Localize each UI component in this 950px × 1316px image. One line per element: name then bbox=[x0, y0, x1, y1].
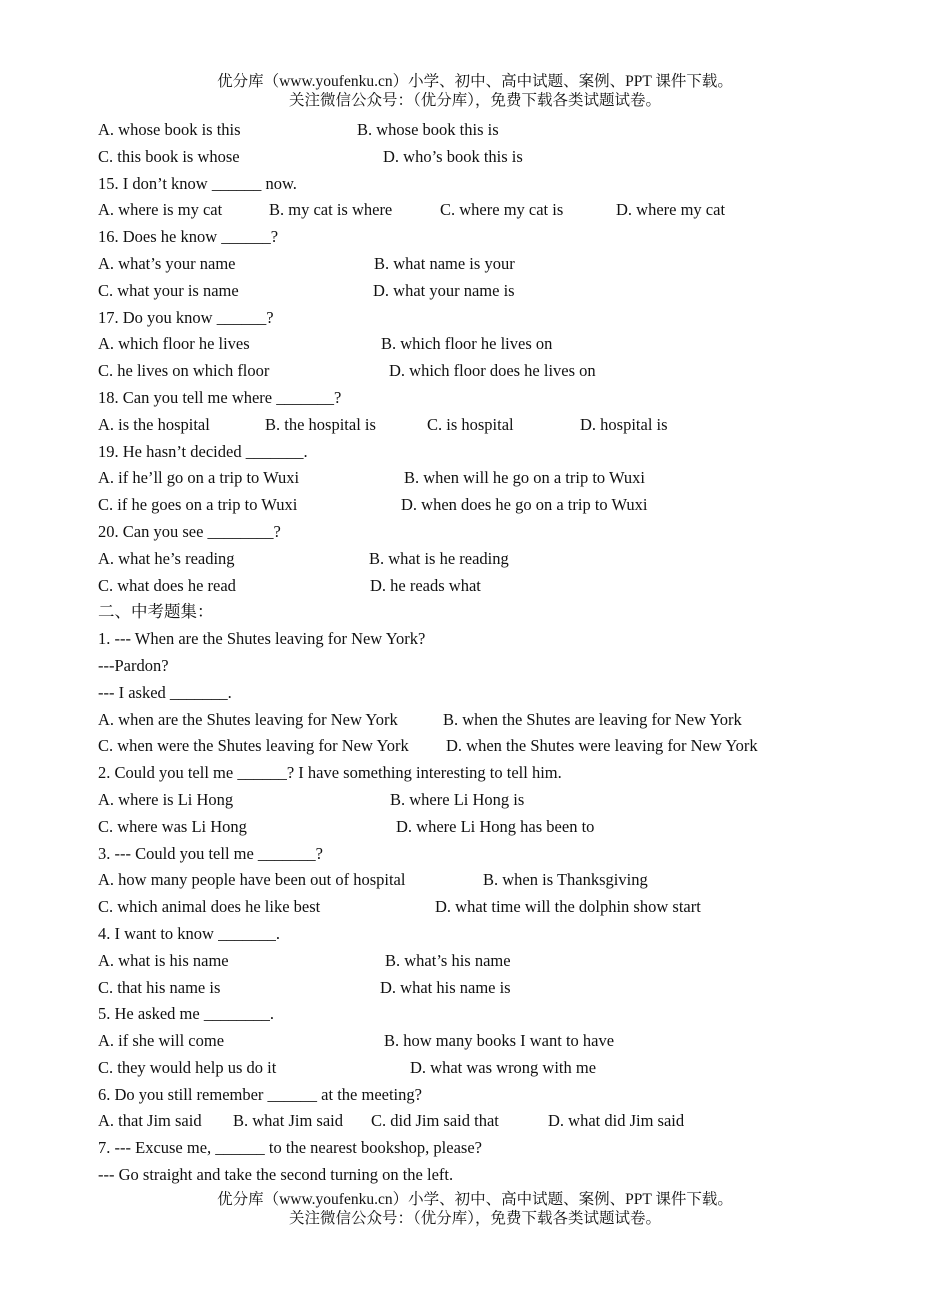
answer-option: C. is hospital bbox=[427, 414, 514, 434]
question-text: 15. I don’t know ______ now. bbox=[98, 173, 297, 193]
text-line bbox=[98, 1082, 938, 1109]
header-line-1: 优分库（www.youfenku.cn）小学、初中、高中试题、案例、PPT 课件下载。 bbox=[217, 73, 733, 90]
question-text: --- I asked _______. bbox=[98, 682, 232, 702]
text-line bbox=[98, 305, 938, 332]
answer-option: C. he lives on which floor bbox=[98, 361, 270, 381]
answer-option: B. the hospital is bbox=[265, 414, 376, 434]
text-line bbox=[98, 224, 938, 251]
answer-option: A. if she will come bbox=[98, 1031, 225, 1051]
answer-option: A. what’s your name bbox=[98, 253, 236, 273]
document-body bbox=[98, 117, 938, 1189]
answer-option: A. which floor he lives bbox=[98, 334, 250, 354]
question-text: 18. Can you tell me where _______? bbox=[98, 387, 342, 407]
answer-option: B. when is Thanksgiving bbox=[483, 870, 648, 890]
answer-option: A. how many people have been out of hospital bbox=[98, 870, 406, 890]
answer-option: B. when the Shutes are leaving for New York bbox=[443, 709, 742, 729]
question-text: ---Pardon? bbox=[98, 655, 169, 675]
answer-option: D. he reads what bbox=[370, 575, 481, 595]
answer-option: D. what time will the dolphin show start bbox=[435, 897, 701, 917]
text-line bbox=[98, 519, 938, 546]
answer-option: C. when were the Shutes leaving for New York bbox=[98, 736, 409, 756]
answer-option: D. what his name is bbox=[380, 977, 511, 997]
page-footer bbox=[0, 1190, 950, 1228]
options-line bbox=[98, 197, 938, 224]
options-line bbox=[98, 1055, 938, 1082]
options-line bbox=[98, 492, 938, 519]
text-line bbox=[98, 1001, 938, 1028]
options-line bbox=[98, 144, 938, 171]
answer-option: D. which floor does he lives on bbox=[389, 361, 596, 381]
answer-option: D. what your name is bbox=[373, 280, 515, 300]
options-line bbox=[98, 733, 938, 760]
options-line bbox=[98, 948, 938, 975]
text-line bbox=[98, 760, 938, 787]
question-text: 19. He hasn’t decided _______. bbox=[98, 441, 308, 461]
answer-option: D. what did Jim said bbox=[548, 1111, 685, 1131]
text-line bbox=[98, 680, 938, 707]
answer-option: C. what does he read bbox=[98, 575, 236, 595]
answer-option: A. if he’ll go on a trip to Wuxi bbox=[98, 468, 300, 488]
question-text: 20. Can you see ________? bbox=[98, 521, 281, 541]
text-line bbox=[98, 1162, 938, 1189]
question-text: 2. Could you tell me ______? I have something interesting to tell him. bbox=[98, 763, 562, 783]
answer-option: C. they would help us do it bbox=[98, 1057, 277, 1077]
options-line bbox=[98, 278, 938, 305]
text-line bbox=[98, 626, 938, 653]
answer-option: C. which animal does he like best bbox=[98, 897, 321, 917]
options-line bbox=[98, 1028, 938, 1055]
answer-option: A. whose book is this bbox=[98, 120, 241, 139]
options-line bbox=[98, 117, 938, 144]
question-text: 17. Do you know ______? bbox=[98, 307, 274, 327]
answer-option: C. did Jim said that bbox=[371, 1111, 499, 1131]
answer-option: B. what name is your bbox=[374, 253, 515, 273]
answer-option: C. this book is whose bbox=[98, 146, 240, 166]
answer-option: D. hospital is bbox=[580, 414, 668, 434]
footer-line-1: 优分库（www.youfenku.cn）小学、初中、高中试题、案例、PPT 课件下载。 bbox=[217, 1191, 733, 1208]
answer-option: B. how many books I want to have bbox=[384, 1031, 615, 1051]
answer-option: D. who’s book this is bbox=[383, 146, 523, 166]
answer-option: B. my cat is where bbox=[269, 200, 393, 220]
answer-option: D. where Li Hong has been to bbox=[396, 816, 595, 836]
options-line bbox=[98, 1108, 938, 1135]
answer-option: B. what’s his name bbox=[385, 950, 511, 970]
answer-option: C. that his name is bbox=[98, 977, 221, 997]
question-text: 16. Does he know ______? bbox=[98, 227, 279, 247]
answer-option: D. what was wrong with me bbox=[410, 1057, 597, 1077]
options-line bbox=[98, 358, 938, 385]
question-text: 5. He asked me ________. bbox=[98, 1004, 274, 1024]
question-text: 3. --- Could you tell me _______? bbox=[98, 843, 324, 863]
text-line bbox=[98, 1135, 938, 1162]
options-line bbox=[98, 707, 938, 734]
text-line bbox=[98, 653, 938, 680]
text-line bbox=[98, 841, 938, 868]
answer-option: C. what your is name bbox=[98, 280, 239, 300]
answer-option: A. what he’s reading bbox=[98, 548, 235, 568]
options-line bbox=[98, 787, 938, 814]
text-line bbox=[98, 921, 938, 948]
options-line bbox=[98, 331, 938, 358]
answer-option: A. is the hospital bbox=[98, 414, 210, 434]
question-text: 4. I want to know _______. bbox=[98, 923, 280, 943]
answer-option: A. that Jim said bbox=[98, 1111, 202, 1131]
header-line-2: 关注微信公众号：（优分库），免费下载各类试题试卷。 bbox=[288, 92, 661, 109]
text-line bbox=[98, 599, 938, 626]
options-line bbox=[98, 894, 938, 921]
answer-option: C. where was Li Hong bbox=[98, 816, 247, 836]
footer-line-2: 关注微信公众号：（优分库），免费下载各类试题试卷。 bbox=[288, 1210, 661, 1227]
answer-option: D. when the Shutes were leaving for New York bbox=[446, 736, 758, 756]
text-line bbox=[98, 171, 938, 198]
answer-option: A. what is his name bbox=[98, 950, 229, 970]
question-text: 7. --- Excuse me, ______ to the nearest bookshop, please? bbox=[98, 1138, 482, 1158]
options-line bbox=[98, 975, 938, 1002]
answer-option: D. where my cat bbox=[616, 200, 726, 220]
question-text: 6. Do you still remember ______ at the meeting? bbox=[98, 1084, 422, 1104]
text-line bbox=[98, 385, 938, 412]
answer-option: B. which floor he lives on bbox=[381, 334, 553, 354]
text-line bbox=[98, 439, 938, 466]
answer-option: A. where is Li Hong bbox=[98, 789, 234, 809]
options-line bbox=[98, 573, 938, 600]
options-line bbox=[98, 251, 938, 278]
answer-option: B. what Jim said bbox=[233, 1111, 343, 1131]
answer-option: D. when does he go on a trip to Wuxi bbox=[401, 495, 648, 515]
answer-option: B. whose book this is bbox=[357, 120, 499, 139]
question-text: 1. --- When are the Shutes leaving for New York? bbox=[98, 629, 426, 649]
options-line bbox=[98, 867, 938, 894]
answer-option: B. when will he go on a trip to Wuxi bbox=[404, 468, 646, 488]
answer-option: C. if he goes on a trip to Wuxi bbox=[98, 495, 298, 515]
page-header bbox=[0, 72, 950, 110]
answer-option: B. where Li Hong is bbox=[390, 789, 525, 809]
options-line bbox=[98, 412, 938, 439]
options-line bbox=[98, 465, 938, 492]
options-line bbox=[98, 814, 938, 841]
answer-option: A. where is my cat bbox=[98, 200, 223, 220]
answer-option: C. where my cat is bbox=[440, 200, 564, 220]
answer-option: B. what is he reading bbox=[369, 548, 509, 568]
question-text: --- Go straight and take the second turning on the left. bbox=[98, 1165, 454, 1185]
question-text: 二、中考题集： bbox=[98, 602, 214, 622]
options-line bbox=[98, 546, 938, 573]
answer-option: A. when are the Shutes leaving for New York bbox=[98, 709, 398, 729]
